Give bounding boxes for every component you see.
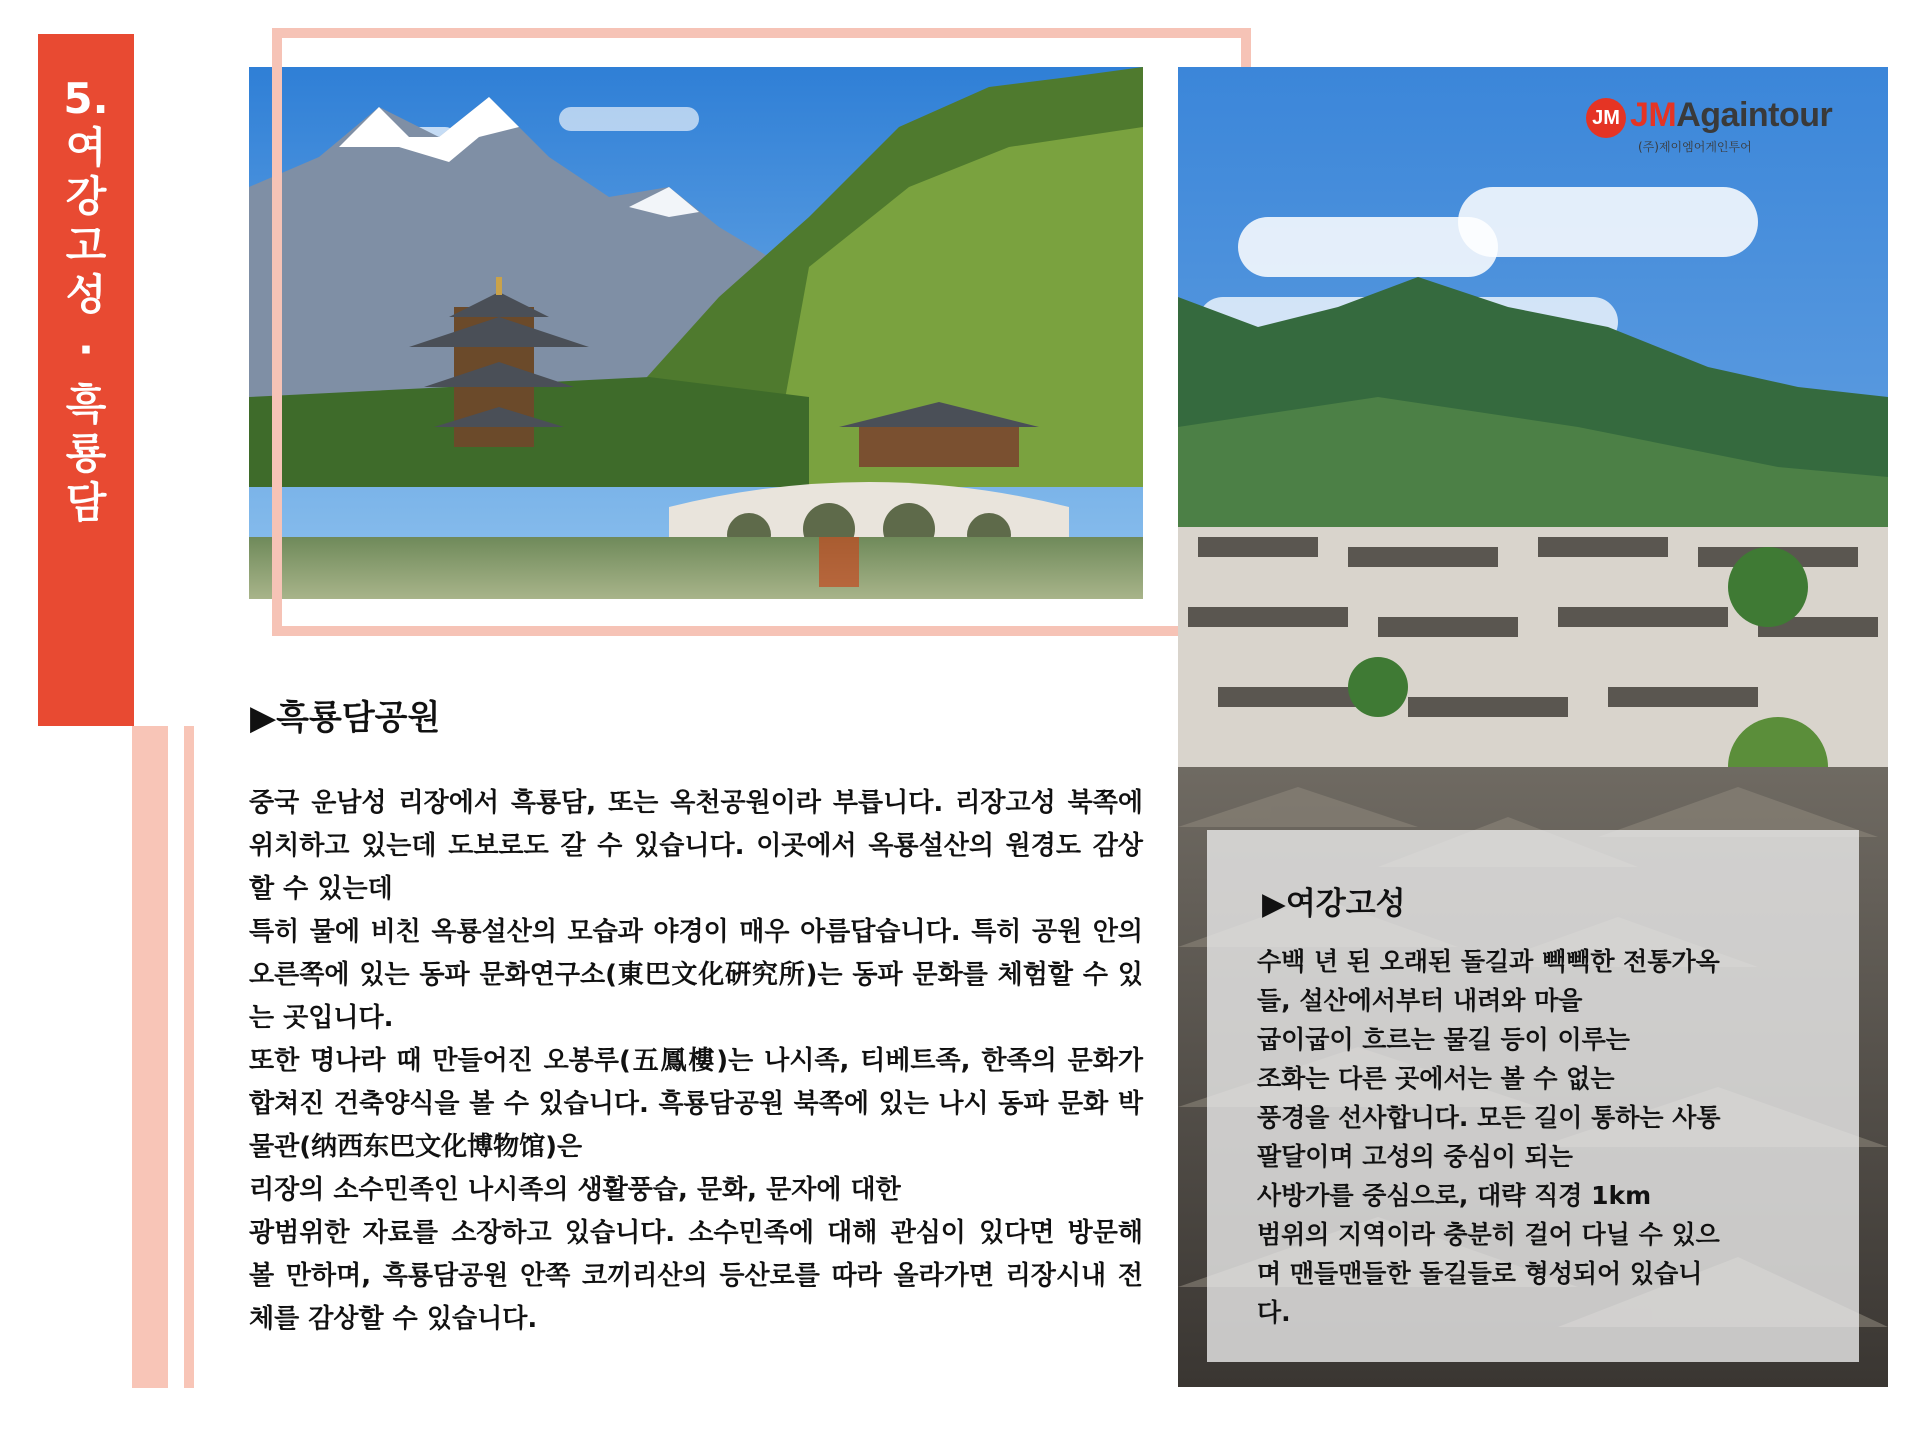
banner-char: 5. xyxy=(63,74,109,123)
text-line: 굽이굽이 흐르는 물길 등이 이루는 xyxy=(1257,1025,1630,1054)
text-line: 들, 설산에서부터 내려와 마을 xyxy=(1257,986,1583,1015)
section-body-lijiang-old-town xyxy=(1257,942,1827,1332)
section-body-black-dragon-pool xyxy=(249,782,1143,1341)
logo-mark-icon: JM xyxy=(1586,98,1626,138)
banner-char: 성 xyxy=(65,270,107,319)
decorative-bar xyxy=(132,726,168,1388)
section-heading-lijiang-old-town: ▶여강고성 xyxy=(1262,886,1406,922)
text-line: 사방가를 중심으로, 대략 직경 1km xyxy=(1257,1181,1652,1210)
decorative-bar xyxy=(184,726,194,1388)
paragraph: 광범위한 자료를 소장하고 있습니다. 소수민족에 대해 관심이 있다면 방문해 볼 만하며, 흑룡담공원 안쪽 코끼리산의 등산로를 따라 올라가면 리장시내 전체를 감상할 수 있습니다. xyxy=(249,1218,1143,1334)
banner-char: 고 xyxy=(65,221,107,270)
paragraph: 또한 명나라 때 만들어진 오봉루(五鳳樓)는 나시족, 티베트족, 한족의 문화가 합쳐진 건축양식을 볼 수 있습니다. 흑룡담공원 북쪽에 있는 나시 동파 문화 박물관(纳西东巴文化博物馆)은 xyxy=(249,1046,1143,1162)
section-title-banner xyxy=(38,34,134,726)
logo-brand xyxy=(1630,96,1832,135)
paragraph: 리장의 소수민족인 나시족의 생활풍습, 문화, 문자에 대한 xyxy=(249,1175,901,1205)
company-logo xyxy=(1586,96,1856,160)
logo-brand-prefix: JM xyxy=(1630,96,1677,134)
text-line: 수백 년 된 오래된 돌길과 빽빽한 전통가옥 xyxy=(1257,947,1720,976)
text-line: 팔달이며 고성의 중심이 되는 xyxy=(1257,1142,1573,1171)
banner-char: 흑 xyxy=(65,380,107,429)
logo-brand-suffix: Againtour xyxy=(1676,96,1833,134)
banner-char: 강 xyxy=(65,172,107,221)
paragraph: 중국 운남성 리장에서 흑룡담, 또는 옥천공원이라 부릅니다. 리장고성 북쪽에 위치하고 있는데 도보로도 갈 수 있습니다. 이곳에서 옥룡설산의 원경도 감상할 수 있는데 xyxy=(249,788,1143,904)
text-line: 풍경을 선사합니다. 모든 길이 통하는 사통 xyxy=(1257,1103,1721,1132)
banner-char: · xyxy=(78,325,94,374)
text-line: 조화는 다른 곳에서는 볼 수 없는 xyxy=(1257,1064,1615,1093)
text-line: 범위의 지역이라 충분히 걸어 다닐 수 있으 xyxy=(1257,1220,1720,1249)
text-line: 며 맨들맨들한 돌길들로 형성되어 있습니 xyxy=(1257,1259,1703,1288)
photo-frame xyxy=(272,28,1251,636)
text-line: 다. xyxy=(1257,1298,1291,1327)
banner-char: 룡 xyxy=(65,429,107,478)
banner-char: 담 xyxy=(65,478,107,527)
banner-char: 여 xyxy=(65,123,107,172)
logo-subtitle: (주)제이엠어게인투어 xyxy=(1638,140,1752,154)
paragraph: 특히 물에 비친 옥룡설산의 모습과 야경이 매우 아름답습니다. 특히 공원 안의 오른쪽에 있는 동파 문화연구소(東巴文化硏究所)는 동파 문화를 체험할 수 있는 곳입니다. xyxy=(249,917,1143,1033)
section-heading-black-dragon-pool: ▶흑룡담공원 xyxy=(250,698,441,738)
